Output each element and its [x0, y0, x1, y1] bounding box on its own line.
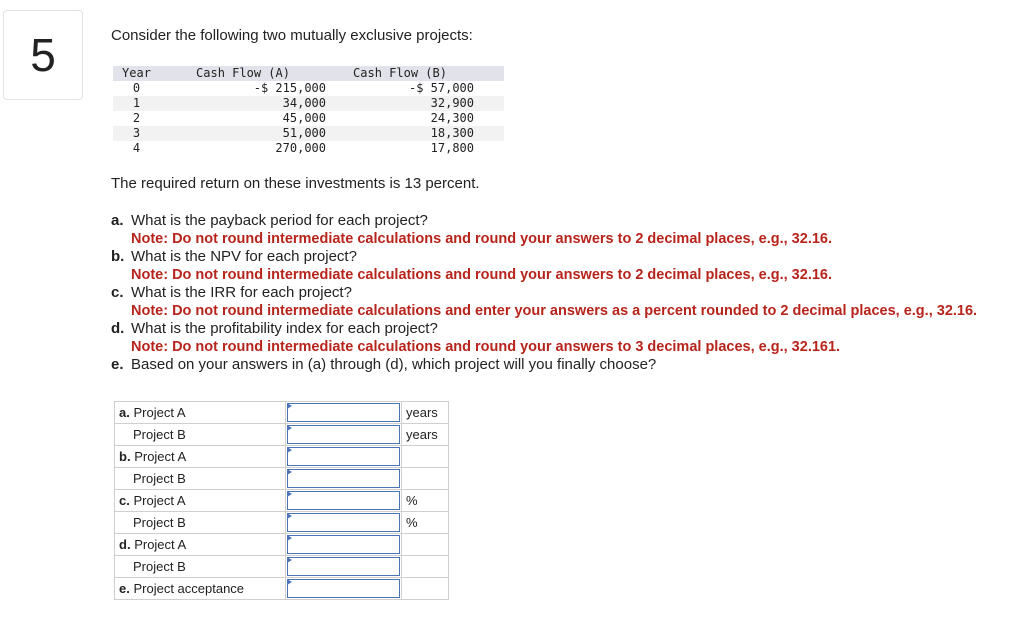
answer-row — [115, 556, 449, 578]
answer-label-text: Project A — [134, 537, 187, 552]
answer-prefix: e. — [119, 581, 130, 596]
answer-label — [115, 512, 286, 534]
answer-label-text: Project acceptance — [133, 581, 245, 596]
question-letter: e. — [111, 356, 124, 373]
answer-row — [115, 490, 449, 512]
year-cell: 1 — [113, 96, 160, 111]
cash-flow-a-cell: 51,000 — [282, 126, 326, 140]
answer-unit — [402, 446, 449, 468]
table-row — [113, 96, 504, 111]
answer-row — [115, 534, 449, 556]
question-note: Note: Do not round intermediate calculations and round your answers to 3 decimal places, e.g., 32.161. — [131, 339, 841, 355]
answer-unit: % — [402, 490, 449, 512]
header-year: Year — [113, 66, 160, 81]
question-a — [111, 212, 977, 230]
irr-b-input[interactable] — [287, 513, 400, 532]
project-acceptance-input[interactable] — [287, 579, 400, 598]
year-cell: 2 — [132, 111, 141, 125]
answer-label — [115, 446, 286, 468]
answer-row — [115, 424, 449, 446]
question-number: 5 — [30, 29, 56, 81]
answer-row — [115, 402, 449, 424]
question-letter: a. — [111, 212, 124, 229]
answer-row — [115, 512, 449, 534]
input-marker-icon — [287, 535, 292, 541]
answer-unit — [402, 468, 449, 490]
answer-label — [115, 490, 286, 512]
question-letter: d. — [111, 320, 125, 337]
cash-flow-b-cell: 24,300 — [430, 111, 474, 125]
answer-label — [115, 534, 286, 556]
answer-unit — [402, 534, 449, 556]
cash-flow-a-cell: 34,000 — [282, 96, 326, 110]
header-cash-flow-b: Cash Flow (B) — [326, 66, 504, 81]
answer-label — [115, 578, 286, 600]
answer-label — [115, 468, 286, 490]
answer-unit — [402, 556, 449, 578]
answer-unit: % — [402, 512, 449, 534]
question-number-box — [3, 10, 83, 100]
answer-unit: years — [402, 402, 449, 424]
cash-flow-a-cell: 270,000 — [275, 141, 326, 155]
answer-row — [115, 468, 449, 490]
input-marker-icon — [287, 447, 292, 453]
intro-text: Consider the following two mutually exclusive projects: — [111, 27, 473, 44]
answer-label — [115, 402, 286, 424]
answer-prefix: b. — [119, 449, 131, 464]
cash-flow-a-cell: -$ 215,000 — [253, 81, 326, 95]
input-marker-icon — [287, 557, 292, 563]
answer-label — [115, 556, 286, 578]
question-text: What is the NPV for each project? — [131, 248, 357, 265]
question-text: What is the IRR for each project? — [131, 284, 352, 301]
table-row — [113, 81, 504, 96]
input-marker-icon — [287, 513, 292, 519]
question-list — [111, 212, 977, 374]
cash-flow-header-row — [113, 66, 504, 81]
pi-a-input[interactable] — [287, 535, 400, 554]
table-row — [113, 126, 504, 141]
npv-b-input[interactable] — [287, 469, 400, 488]
answer-label-text: Project A — [134, 449, 187, 464]
question-note: Note: Do not round intermediate calculations and round your answers to 2 decimal places, e.g., 32.16. — [131, 267, 832, 283]
question-b — [111, 248, 977, 266]
answer-label-text: Project B — [133, 559, 186, 574]
cash-flow-b-cell: 18,300 — [430, 126, 474, 140]
answer-row — [115, 446, 449, 468]
question-note: Note: Do not round intermediate calculations and round your answers to 2 decimal places, e.g., 32.16. — [131, 231, 832, 247]
cash-flow-b-cell: 32,900 — [430, 96, 474, 110]
header-cash-flow-a: Cash Flow (A) — [166, 66, 326, 81]
year-cell: 3 — [113, 126, 160, 141]
answer-label-text: Project B — [133, 471, 186, 486]
answer-row — [115, 578, 449, 600]
question-e — [111, 356, 977, 374]
answer-label-text: Project A — [133, 493, 186, 508]
question-letter: c. — [111, 284, 124, 301]
payback-a-input[interactable] — [287, 403, 400, 422]
answer-label-text: Project B — [133, 515, 186, 530]
question-text: What is the payback period for each project? — [131, 212, 428, 229]
question-c — [111, 284, 977, 302]
question-text: Based on your answers in (a) through (d), which project will you finally choose? — [131, 356, 657, 373]
cash-flow-a-cell: 45,000 — [282, 111, 326, 125]
answer-label — [115, 424, 286, 446]
answer-label-text: Project B — [133, 427, 186, 442]
cash-flow-b-cell: -$ 57,000 — [408, 81, 474, 95]
answer-unit — [402, 578, 449, 600]
pi-b-input[interactable] — [287, 557, 400, 576]
answer-prefix: a. — [119, 405, 130, 420]
question-note: Note: Do not round intermediate calculations and enter your answers as a percent rounded to 2 decimal places, e.g., 32.16. — [131, 303, 978, 319]
input-marker-icon — [287, 491, 292, 497]
question-text: What is the profitability index for each project? — [131, 320, 438, 337]
year-cell: 0 — [132, 81, 141, 95]
irr-a-input[interactable] — [287, 491, 400, 510]
table-row — [113, 141, 504, 156]
cash-flow-b-cell: 17,800 — [430, 141, 474, 155]
answer-label-text: Project A — [133, 405, 186, 420]
payback-b-input[interactable] — [287, 425, 400, 444]
answer-prefix: d. — [119, 537, 131, 552]
table-row — [113, 111, 504, 126]
cash-flow-table — [113, 66, 504, 156]
input-marker-icon — [287, 425, 292, 431]
input-marker-icon — [287, 469, 292, 475]
question-letter: b. — [111, 248, 125, 265]
required-return-text: The required return on these investments is 13 percent. — [111, 175, 480, 192]
answer-table — [114, 401, 449, 600]
answer-unit: years — [402, 424, 449, 446]
input-marker-icon — [287, 403, 292, 409]
question-d — [111, 320, 977, 338]
year-cell: 4 — [132, 141, 141, 155]
npv-a-input[interactable] — [287, 447, 400, 466]
input-marker-icon — [287, 579, 292, 585]
answer-prefix: c. — [119, 493, 130, 508]
